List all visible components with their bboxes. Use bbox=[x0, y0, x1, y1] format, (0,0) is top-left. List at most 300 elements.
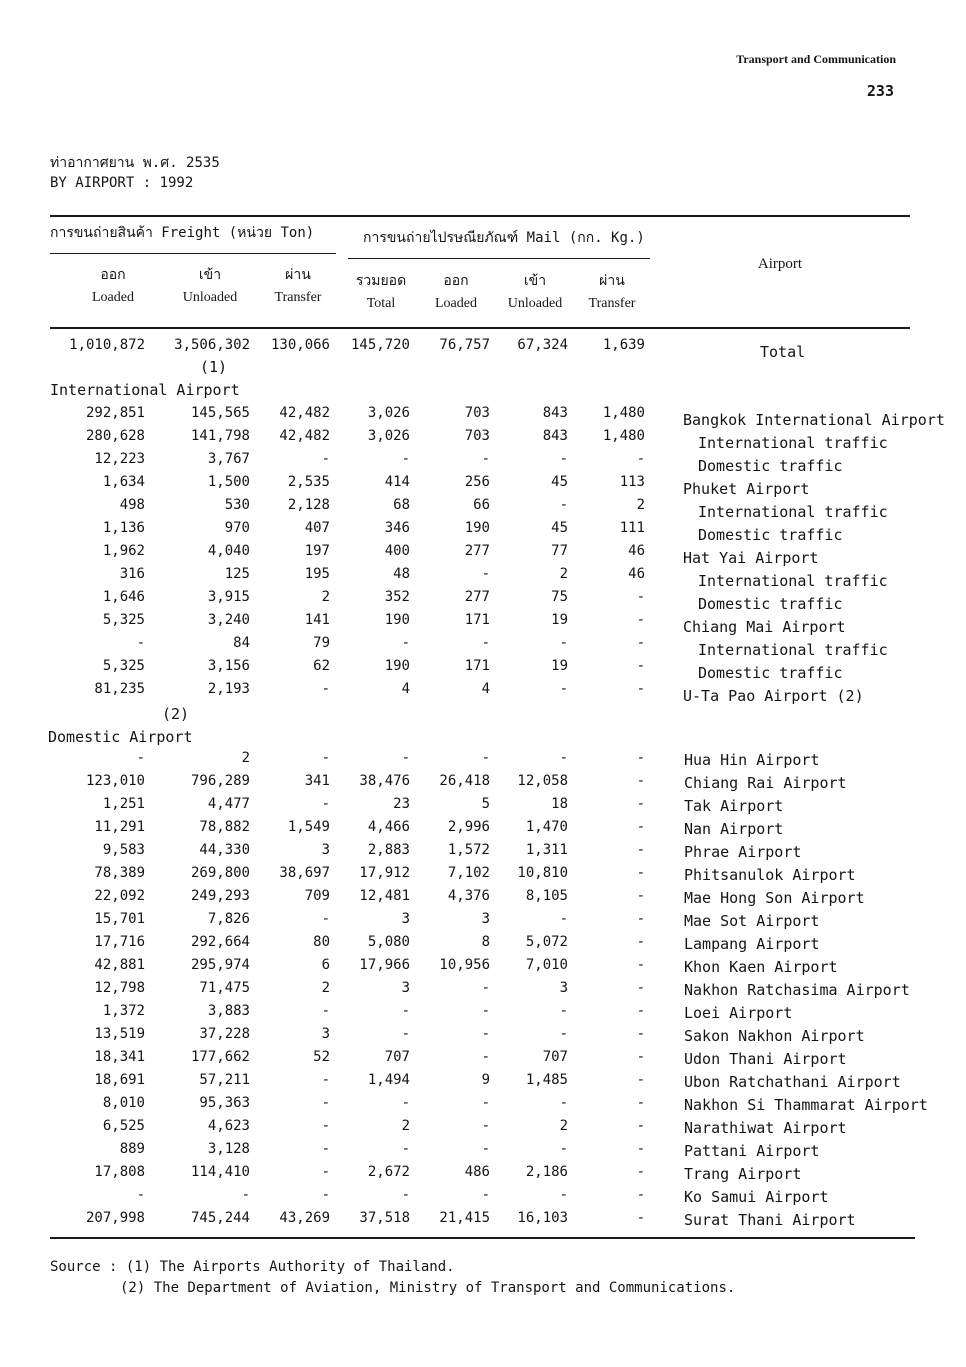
table-cell: - bbox=[636, 819, 645, 835]
table-cell: 316 bbox=[119, 566, 145, 582]
table-cell: - bbox=[559, 1026, 568, 1042]
table-cell: 37,228 bbox=[199, 1026, 250, 1042]
table-cell: - bbox=[321, 796, 330, 812]
column-header-thai: ออก bbox=[443, 274, 469, 289]
table-cell: - bbox=[636, 773, 645, 789]
table-cell: 341 bbox=[304, 773, 330, 789]
table-cell: 8,105 bbox=[525, 888, 568, 904]
table-cell: 113 bbox=[619, 474, 645, 490]
table-cell: 9 bbox=[481, 1072, 490, 1088]
table-cell: - bbox=[321, 911, 330, 927]
table-cell: 2 bbox=[321, 980, 330, 996]
table-cell: 5 bbox=[481, 796, 490, 812]
column-header-thai: ผ่าน bbox=[285, 268, 311, 283]
table-cell: 1,485 bbox=[525, 1072, 568, 1088]
table-cell: 5,325 bbox=[102, 658, 145, 674]
table-cell: 21,415 bbox=[439, 1210, 490, 1226]
table-cell: 889 bbox=[119, 1141, 145, 1157]
table-title-thai: ท่าอากาศยาน พ.ศ. 2535 bbox=[50, 155, 220, 171]
table-cell: 6,525 bbox=[102, 1118, 145, 1134]
table-cell: 1,494 bbox=[367, 1072, 410, 1088]
table-cell: - bbox=[481, 1141, 490, 1157]
column-header bbox=[165, 265, 255, 309]
table-cell: - bbox=[636, 1164, 645, 1180]
table-cell: 1,372 bbox=[102, 1003, 145, 1019]
table-cell: 346 bbox=[384, 520, 410, 536]
column-header-thai: เข้า bbox=[198, 268, 222, 283]
table-cell: - bbox=[481, 451, 490, 467]
table-cell: 13,519 bbox=[94, 1026, 145, 1042]
table-cell: 141,798 bbox=[190, 428, 250, 444]
column-header-thai: รวมยอด bbox=[355, 274, 407, 289]
footnote-marker: (2) bbox=[162, 705, 190, 723]
table-cell: 400 bbox=[384, 543, 410, 559]
table-cell: 5,325 bbox=[102, 612, 145, 628]
table-cell: - bbox=[481, 1003, 490, 1019]
table-cell: 77 bbox=[551, 543, 568, 559]
table-cell: 843 bbox=[542, 428, 568, 444]
table-cell: 970 bbox=[224, 520, 250, 536]
airport-name: Domestic traffic bbox=[698, 595, 843, 613]
table-cell: - bbox=[636, 451, 645, 467]
table-cell: 269,800 bbox=[190, 865, 250, 881]
table-cell: 171 bbox=[464, 658, 490, 674]
table-cell: - bbox=[559, 1141, 568, 1157]
table-cell: - bbox=[636, 681, 645, 697]
table-cell: 4,040 bbox=[207, 543, 250, 559]
table-cell: 190 bbox=[384, 658, 410, 674]
table-cell: 3 bbox=[321, 1026, 330, 1042]
airport-name: International traffic bbox=[698, 503, 888, 521]
table-cell: 145,720 bbox=[350, 337, 410, 353]
table-cell: 68 bbox=[393, 497, 410, 513]
table-cell: 486 bbox=[464, 1164, 490, 1180]
source-line-2: (2) The Department of Aviation, Ministry of Transport and Communications. bbox=[120, 1280, 736, 1296]
table-cell: - bbox=[321, 750, 330, 766]
table-cell: 17,966 bbox=[359, 957, 410, 973]
table-cell: 1,480 bbox=[602, 405, 645, 421]
table-cell: 171 bbox=[464, 612, 490, 628]
table-cell: 3,026 bbox=[367, 428, 410, 444]
table-cell: 707 bbox=[384, 1049, 410, 1065]
table-cell: 8,010 bbox=[102, 1095, 145, 1111]
table-cell: 22,092 bbox=[94, 888, 145, 904]
table-cell: 45 bbox=[551, 474, 568, 490]
table-cell: - bbox=[636, 612, 645, 628]
bottom-rule bbox=[50, 1237, 915, 1239]
airport-name: Phrae Airport bbox=[684, 843, 802, 861]
table-cell: - bbox=[636, 750, 645, 766]
table-cell: - bbox=[481, 1187, 490, 1203]
table-cell: 123,010 bbox=[85, 773, 145, 789]
table-cell: 66 bbox=[473, 497, 490, 513]
table-cell: 1,480 bbox=[602, 428, 645, 444]
table-cell: - bbox=[136, 635, 145, 651]
table-cell: 95,363 bbox=[199, 1095, 250, 1111]
table-cell: 498 bbox=[119, 497, 145, 513]
airport-name: Phuket Airport bbox=[683, 480, 810, 498]
table-cell: 707 bbox=[542, 1049, 568, 1065]
table-cell: - bbox=[481, 1049, 490, 1065]
footnote-marker: (1) bbox=[200, 358, 228, 376]
airport-name: Ubon Ratchathani Airport bbox=[684, 1073, 901, 1091]
table-cell: - bbox=[401, 1026, 410, 1042]
table-cell: 745,244 bbox=[190, 1210, 250, 1226]
table-cell: 18,691 bbox=[94, 1072, 145, 1088]
airport-name: Narathiwat Airport bbox=[684, 1119, 847, 1137]
table-cell: - bbox=[636, 1118, 645, 1134]
table-cell: - bbox=[321, 1072, 330, 1088]
freight-group-header: การขนถ่ายสินค้า Freight (หน่วย Ton) bbox=[50, 225, 315, 241]
table-cell: - bbox=[321, 1003, 330, 1019]
table-cell: - bbox=[636, 934, 645, 950]
column-header-thai: ผ่าน bbox=[599, 274, 625, 289]
column-header-english: Loaded bbox=[435, 296, 477, 311]
table-cell: 280,628 bbox=[85, 428, 145, 444]
source-line-1: Source : (1) The Airports Authority of Thailand. bbox=[50, 1259, 455, 1275]
column-header-english: Transfer bbox=[588, 296, 636, 311]
table-cell: 3 bbox=[401, 911, 410, 927]
table-cell: - bbox=[321, 1187, 330, 1203]
table-cell: 530 bbox=[224, 497, 250, 513]
column-header-english: Unloaded bbox=[507, 296, 563, 311]
table-cell: - bbox=[481, 750, 490, 766]
table-cell: 46 bbox=[628, 543, 645, 559]
column-header bbox=[411, 271, 501, 315]
table-cell: 2,672 bbox=[367, 1164, 410, 1180]
table-cell: 17,912 bbox=[359, 865, 410, 881]
table-cell: - bbox=[636, 658, 645, 674]
airport-name: Chiang Rai Airport bbox=[684, 774, 847, 792]
table-cell: 111 bbox=[619, 520, 645, 536]
table-cell: - bbox=[401, 635, 410, 651]
airport-name: Trang Airport bbox=[684, 1165, 802, 1183]
table-cell: 114,410 bbox=[190, 1164, 250, 1180]
table-cell: 141 bbox=[304, 612, 330, 628]
table-cell: 76,757 bbox=[439, 337, 490, 353]
table-cell: - bbox=[481, 566, 490, 582]
airport-name: Tak Airport bbox=[684, 797, 784, 815]
table-cell: 43,269 bbox=[279, 1210, 330, 1226]
table-cell: 2,193 bbox=[207, 681, 250, 697]
table-cell: - bbox=[559, 635, 568, 651]
table-cell: 2 bbox=[321, 589, 330, 605]
table-cell: 125 bbox=[224, 566, 250, 582]
airport-name: Khon Kaen Airport bbox=[684, 958, 838, 976]
table-cell: 2 bbox=[401, 1118, 410, 1134]
table-cell: 130,066 bbox=[270, 337, 330, 353]
column-header-english: Unloaded bbox=[182, 290, 238, 305]
airport-name: International traffic bbox=[698, 434, 888, 452]
column-header bbox=[68, 265, 158, 309]
table-cell: 42,482 bbox=[279, 405, 330, 421]
table-cell: 1,470 bbox=[525, 819, 568, 835]
table-cell: - bbox=[636, 1003, 645, 1019]
table-cell: - bbox=[636, 1095, 645, 1111]
airport-name: Bangkok International Airport bbox=[683, 411, 945, 429]
table-cell: 45 bbox=[551, 520, 568, 536]
airport-name: Mae Sot Airport bbox=[684, 912, 820, 930]
table-cell: 3 bbox=[321, 842, 330, 858]
table-cell: - bbox=[636, 635, 645, 651]
table-cell: 11,291 bbox=[94, 819, 145, 835]
table-cell: 190 bbox=[384, 612, 410, 628]
airport-name: Lampang Airport bbox=[684, 935, 820, 953]
table-cell: - bbox=[481, 1118, 490, 1134]
table-cell: - bbox=[481, 635, 490, 651]
table-cell: 3 bbox=[559, 980, 568, 996]
table-cell: 277 bbox=[464, 543, 490, 559]
airport-name: Udon Thani Airport bbox=[684, 1050, 847, 1068]
table-cell: 7,010 bbox=[525, 957, 568, 973]
table-cell: 3,026 bbox=[367, 405, 410, 421]
table-cell: 42,482 bbox=[279, 428, 330, 444]
table-cell: 1,500 bbox=[207, 474, 250, 490]
table-cell: 84 bbox=[233, 635, 250, 651]
table-cell: 7,826 bbox=[207, 911, 250, 927]
table-cell: 57,211 bbox=[199, 1072, 250, 1088]
table-cell: 4,477 bbox=[207, 796, 250, 812]
table-cell: 7,102 bbox=[447, 865, 490, 881]
table-cell: 1,639 bbox=[602, 337, 645, 353]
table-cell: - bbox=[559, 1095, 568, 1111]
table-cell: - bbox=[636, 888, 645, 904]
table-cell: - bbox=[136, 1187, 145, 1203]
table-cell: 195 bbox=[304, 566, 330, 582]
airport-name: International traffic bbox=[698, 641, 888, 659]
table-cell: - bbox=[321, 681, 330, 697]
table-cell: 177,662 bbox=[190, 1049, 250, 1065]
table-cell: - bbox=[321, 1141, 330, 1157]
section-header: Transport and Communication bbox=[736, 52, 896, 66]
airport-name: Pattani Airport bbox=[684, 1142, 820, 1160]
table-cell: - bbox=[559, 1003, 568, 1019]
table-cell: 37,518 bbox=[359, 1210, 410, 1226]
table-cell: 78,882 bbox=[199, 819, 250, 835]
column-header-thai: เข้า bbox=[523, 274, 547, 289]
airport-name: Nan Airport bbox=[684, 820, 784, 838]
table-cell: 1,572 bbox=[447, 842, 490, 858]
airport-name: Chiang Mai Airport bbox=[683, 618, 846, 636]
table-cell: 292,851 bbox=[85, 405, 145, 421]
table-cell: - bbox=[321, 1164, 330, 1180]
table-cell: 256 bbox=[464, 474, 490, 490]
table-cell: 38,476 bbox=[359, 773, 410, 789]
airport-name: Hua Hin Airport bbox=[684, 751, 820, 769]
airport-name: International traffic bbox=[698, 572, 888, 590]
table-cell: 3 bbox=[401, 980, 410, 996]
table-cell: 12,481 bbox=[359, 888, 410, 904]
table-cell: 6 bbox=[321, 957, 330, 973]
mail-group-header: การขนถ่ายไปรษณียภัณฑ์ Mail (กก. Kg.) bbox=[363, 230, 645, 246]
table-cell: 2 bbox=[559, 1118, 568, 1134]
table-cell: - bbox=[636, 1210, 645, 1226]
column-header-thai: ออก bbox=[100, 268, 126, 283]
table-cell: 207,998 bbox=[85, 1210, 145, 1226]
table-cell: 2,186 bbox=[525, 1164, 568, 1180]
table-cell: 17,716 bbox=[94, 934, 145, 950]
table-cell: 4,623 bbox=[207, 1118, 250, 1134]
table-cell: - bbox=[636, 589, 645, 605]
table-cell: 19 bbox=[551, 612, 568, 628]
table-cell: 17,808 bbox=[94, 1164, 145, 1180]
table-cell: - bbox=[401, 451, 410, 467]
freight-underline bbox=[50, 253, 336, 254]
table-cell: - bbox=[636, 980, 645, 996]
table-cell: 80 bbox=[313, 934, 330, 950]
column-header-english: Total bbox=[366, 296, 396, 311]
table-cell: 197 bbox=[304, 543, 330, 559]
table-cell: 18,341 bbox=[94, 1049, 145, 1065]
column-header bbox=[567, 271, 657, 315]
airport-name: Loei Airport bbox=[684, 1004, 793, 1022]
table-cell: 19 bbox=[551, 658, 568, 674]
table-title-english: BY AIRPORT : 1992 bbox=[50, 175, 194, 191]
table-cell: 52 bbox=[313, 1049, 330, 1065]
table-cell: 3,767 bbox=[207, 451, 250, 467]
table-cell: - bbox=[636, 1026, 645, 1042]
airport-name: Nakhon Si Thammarat Airport bbox=[684, 1096, 928, 1114]
table-cell: - bbox=[401, 750, 410, 766]
table-cell: 18 bbox=[551, 796, 568, 812]
table-cell: 4,466 bbox=[367, 819, 410, 835]
table-cell: 1,010,872 bbox=[69, 337, 145, 353]
airport-column-header: Airport bbox=[757, 256, 803, 272]
column-header-english: Transfer bbox=[274, 290, 322, 305]
airport-name: Mae Hong Son Airport bbox=[684, 889, 865, 907]
table-cell: 42,881 bbox=[94, 957, 145, 973]
table-cell: - bbox=[636, 957, 645, 973]
table-cell: - bbox=[481, 1095, 490, 1111]
table-cell: - bbox=[559, 750, 568, 766]
table-cell: - bbox=[481, 1026, 490, 1042]
airport-name: U-Ta Pao Airport (2) bbox=[683, 687, 864, 705]
airport-name: Nakhon Ratchasima Airport bbox=[684, 981, 910, 999]
table-cell: 1,136 bbox=[102, 520, 145, 536]
table-cell: - bbox=[636, 1187, 645, 1203]
table-cell: - bbox=[401, 1187, 410, 1203]
table-cell: 79 bbox=[313, 635, 330, 651]
section-label-domestic: Domestic Airport bbox=[48, 728, 193, 746]
airport-name: Domestic traffic bbox=[698, 526, 843, 544]
table-cell: 190 bbox=[464, 520, 490, 536]
table-cell: 2,128 bbox=[287, 497, 330, 513]
table-cell: 38,697 bbox=[279, 865, 330, 881]
table-cell: - bbox=[559, 911, 568, 927]
table-cell: - bbox=[241, 1187, 250, 1203]
table-cell: - bbox=[321, 1095, 330, 1111]
table-cell: 3,240 bbox=[207, 612, 250, 628]
table-cell: 407 bbox=[304, 520, 330, 536]
table-cell: 843 bbox=[542, 405, 568, 421]
table-cell: 703 bbox=[464, 428, 490, 444]
table-cell: 703 bbox=[464, 405, 490, 421]
table-cell: 75 bbox=[551, 589, 568, 605]
table-cell: - bbox=[559, 681, 568, 697]
table-cell: - bbox=[401, 1141, 410, 1157]
table-cell: 12,223 bbox=[94, 451, 145, 467]
table-cell: 12,058 bbox=[517, 773, 568, 789]
table-cell: - bbox=[636, 911, 645, 927]
table-cell: 249,293 bbox=[190, 888, 250, 904]
page-number: 233 bbox=[866, 82, 894, 100]
top-rule bbox=[50, 215, 910, 217]
table-cell: 3,915 bbox=[207, 589, 250, 605]
table-cell: 2 bbox=[636, 497, 645, 513]
airport-name: Total bbox=[760, 343, 806, 361]
table-cell: 44,330 bbox=[199, 842, 250, 858]
table-cell: 1,646 bbox=[102, 589, 145, 605]
table-cell: 277 bbox=[464, 589, 490, 605]
table-cell: 2,535 bbox=[287, 474, 330, 490]
table-cell: - bbox=[481, 980, 490, 996]
table-cell: 2,996 bbox=[447, 819, 490, 835]
column-header-english: Loaded bbox=[92, 290, 134, 305]
table-cell: 1,962 bbox=[102, 543, 145, 559]
table-cell: 71,475 bbox=[199, 980, 250, 996]
table-cell: 81,235 bbox=[94, 681, 145, 697]
table-cell: 292,664 bbox=[190, 934, 250, 950]
table-cell: - bbox=[636, 865, 645, 881]
table-cell: 352 bbox=[384, 589, 410, 605]
table-cell: 1,549 bbox=[287, 819, 330, 835]
table-cell: 414 bbox=[384, 474, 410, 490]
table-cell: 62 bbox=[313, 658, 330, 674]
table-cell: 796,289 bbox=[190, 773, 250, 789]
table-cell: - bbox=[559, 1187, 568, 1203]
table-cell: - bbox=[321, 451, 330, 467]
table-cell: 4,376 bbox=[447, 888, 490, 904]
table-cell: 145,565 bbox=[190, 405, 250, 421]
table-cell: - bbox=[401, 1095, 410, 1111]
table-cell: 5,080 bbox=[367, 934, 410, 950]
table-cell: 3 bbox=[481, 911, 490, 927]
table-cell: 709 bbox=[304, 888, 330, 904]
table-cell: 8 bbox=[481, 934, 490, 950]
table-cell: 15,701 bbox=[94, 911, 145, 927]
table-cell: - bbox=[559, 451, 568, 467]
table-cell: 67,324 bbox=[517, 337, 568, 353]
table-cell: - bbox=[636, 796, 645, 812]
table-cell: - bbox=[321, 1118, 330, 1134]
table-cell: 78,389 bbox=[94, 865, 145, 881]
airport-name: Domestic traffic bbox=[698, 664, 843, 682]
airport-name: Surat Thani Airport bbox=[684, 1211, 856, 1229]
airport-name: Hat Yai Airport bbox=[683, 549, 819, 567]
table-cell: - bbox=[636, 1072, 645, 1088]
table-cell: 3,506,302 bbox=[174, 337, 250, 353]
table-cell: 3,156 bbox=[207, 658, 250, 674]
table-cell: 1,251 bbox=[102, 796, 145, 812]
table-cell: 2,883 bbox=[367, 842, 410, 858]
table-cell: - bbox=[401, 1003, 410, 1019]
table-cell: 4 bbox=[481, 681, 490, 697]
airport-name: Sakon Nakhon Airport bbox=[684, 1027, 865, 1045]
table-cell: 48 bbox=[393, 566, 410, 582]
table-cell: 3,128 bbox=[207, 1141, 250, 1157]
airport-name: Phitsanulok Airport bbox=[684, 866, 856, 884]
table-cell: 3,883 bbox=[207, 1003, 250, 1019]
table-cell: 9,583 bbox=[102, 842, 145, 858]
table-cell: - bbox=[559, 497, 568, 513]
table-cell: - bbox=[636, 1049, 645, 1065]
table-cell: 10,956 bbox=[439, 957, 490, 973]
table-cell: 2 bbox=[241, 750, 250, 766]
table-cell: 5,072 bbox=[525, 934, 568, 950]
table-cell: 4 bbox=[401, 681, 410, 697]
table-cell: - bbox=[636, 1141, 645, 1157]
table-cell: 23 bbox=[393, 796, 410, 812]
